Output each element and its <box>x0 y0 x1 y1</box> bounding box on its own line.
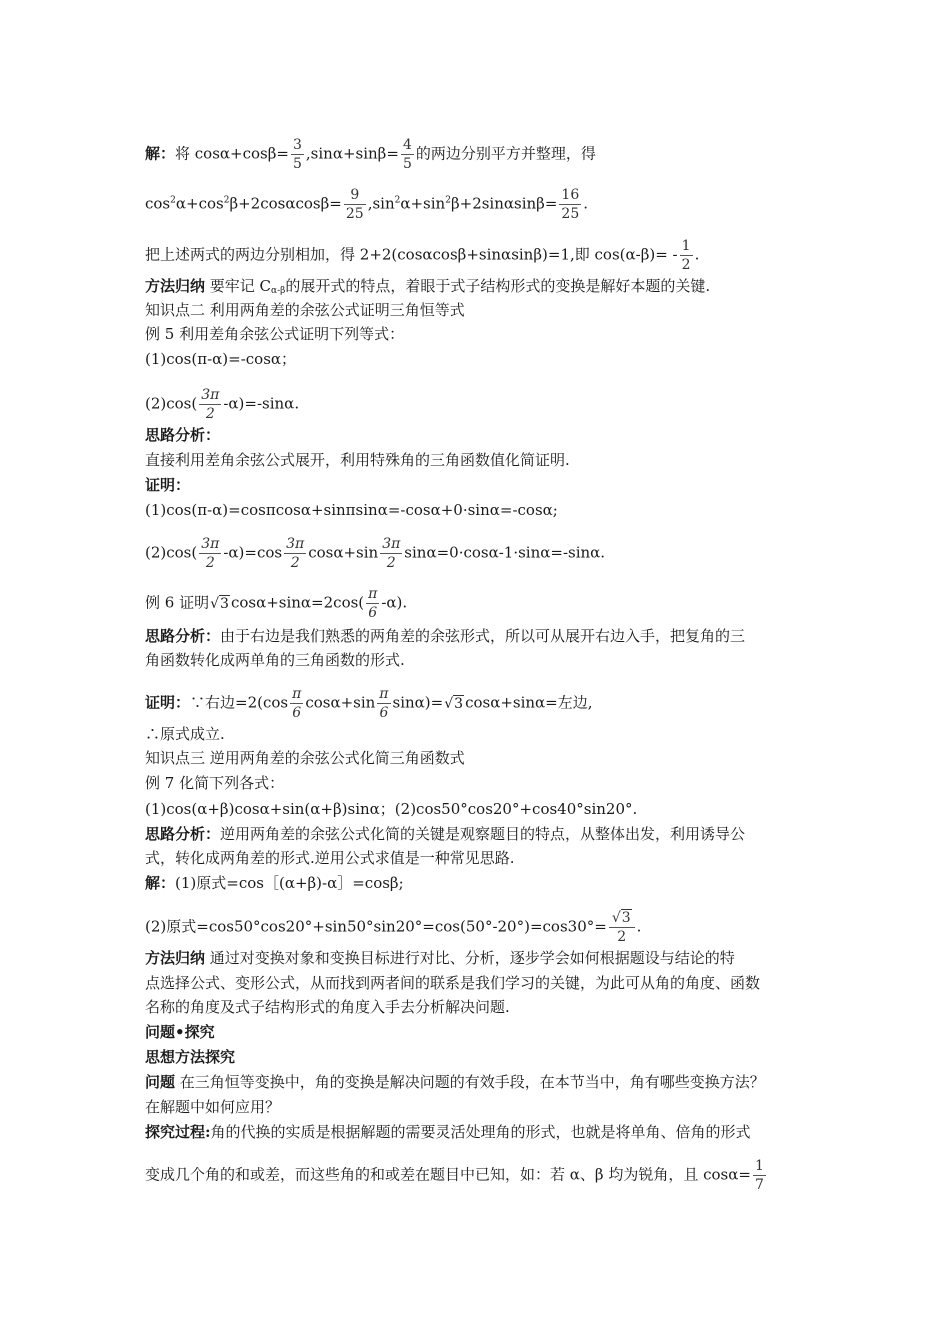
analysis-line-5: 式，转化成两角差的形式.逆用公式求值是一种常见思路. <box>145 849 515 867</box>
example-5-item-1: (1)cos(π-α)=-cosα； <box>145 350 297 368</box>
fraction: $\frac{1}{2}$ <box>681 238 691 273</box>
method-summary-1: 方法归纳 要牢记 $C_{\alpha-\beta}$的展开式的特点，着眼于式子结构形式的变换是解好本题的关键. <box>145 277 711 296</box>
solution-line-5: (2)原式=cos50°cos20°+sin50°sin20°=cos(50°-20°)=cos30°= $\frac{√3}{2}$ . <box>145 910 642 945</box>
knowledge-point-3: 知识点三 逆用两角差的余弦公式化简三角函数式 <box>145 749 465 767</box>
solution-label: 解： <box>145 144 176 163</box>
analysis-text: 直接利用差角余弦公式展开，利用特殊角的三角函数值化简证明. <box>145 451 570 469</box>
example-6: 例 6 证明√3 cosα+sinα=2cos( $\frac{\pi}{6}$ -α). <box>145 586 408 621</box>
fraction: $\frac{9}{25}$ <box>345 187 364 222</box>
fraction: $\frac{16}{25}$ <box>561 187 580 222</box>
conclusion-line: ∴原式成立. <box>145 725 225 743</box>
solution-line-1: 解：将 cosα+cosβ= $\frac{3}{5}$ ,sinα+sinβ= $\frac{4}{5}$ 的两边分别平方并整理，得 <box>145 137 596 172</box>
fraction: $\frac{1}{7}$ <box>754 1158 764 1193</box>
fraction: $\frac{\pi}{6}$ <box>379 686 389 721</box>
method-summary-2: 方法归纳 通过对变换对象和变换目标进行对比、分析，逐步学会如何根据题设与结论的特 <box>145 949 735 967</box>
fraction: $\frac{3\pi}{2}$ <box>286 536 305 571</box>
example-7: 例 7 化简下列各式： <box>145 774 285 792</box>
knowledge-point-2: 知识点二 利用两角差的余弦公式证明三角恒等式 <box>145 301 465 319</box>
analysis-line-4: 思路分析：逆用两角差的余弦公式化简的关键是观察题目的特点，从整体出发，利用诱导公 <box>145 825 746 843</box>
example-5-item-2: (2)cos( $\frac{3\pi}{2}$ -α)=-sinα. <box>145 387 300 422</box>
proof-line-3: 证明：∵右边=2(cos $\frac{\pi}{6}$ cosα+sin $\frac{\pi}{6}$ sinα)=√3 cosα+sinα=左边, <box>145 686 593 721</box>
question-line-1: 问题 在三角恒等变换中，角的变换是解决问题的有效手段，在本节当中，角有哪些变换方法？ <box>145 1073 765 1091</box>
fraction: $\frac{3\pi}{2}$ <box>382 536 401 571</box>
method-summary-2-cont-2: 名称的角度及式子结构形式的角度入手去分析解决问题. <box>145 998 510 1016</box>
fraction: $\frac{√3}{2}$ <box>609 909 635 946</box>
explore-line-1: 探究过程:角的代换的实质是根据解题的需要灵活处理角的形式，也就是将单角、倍角的形式 <box>145 1123 751 1141</box>
section-heading-explore: 问题•探究 <box>145 1023 215 1041</box>
fraction: $\frac{\pi}{6}$ <box>368 586 378 621</box>
analysis-line-3: 角函数转化成两单角的三角函数的形式. <box>145 651 405 669</box>
question-line-2: 在解题中如何应用？ <box>145 1098 281 1116</box>
equation-line-2: $\cos^2\alpha+\cos^2\beta+2\cos\alpha\cos\beta=$ $\frac{9}{25}$ $,\sin^2\alpha+\sin^2\beta+2\sin\alpha\sin\beta=$ $\frac{16}{25}$ . <box>145 187 589 222</box>
proof-line-1: (1)cos(π-α)=cosπcosα+sinπsinα=-cosα+0·sinα=-cosα; <box>145 501 558 519</box>
analysis-line-2: 思路分析：由于右边是我们熟悉的两角差的余弦形式，所以可从展开右边入手，把复角的三 <box>145 627 746 645</box>
fraction: $\frac{4}{5}$ <box>402 137 412 172</box>
fraction: $\frac{3}{5}$ <box>292 137 302 172</box>
section-heading-method: 思想方法探究 <box>145 1048 236 1066</box>
analysis-label: 思路分析： <box>145 426 221 444</box>
sqrt: √3 <box>444 695 464 712</box>
example-7-items: (1)cos(α+β)cosα+sin(α+β)sinα；(2)cos50°cos20°+cos40°sin20°. <box>145 800 638 818</box>
fraction: $\frac{\pi}{6}$ <box>292 686 302 721</box>
method-summary-2-cont-1: 点选择公式、变形公式，从而找到两者间的联系是我们学习的关键，为此可从角的角度、函数 <box>145 974 761 992</box>
example-5: 例 5 利用差角余弦公式证明下列等式： <box>145 325 405 343</box>
sqrt: √3 <box>210 595 229 612</box>
explore-line-2: 变成几个角的和或差，而这些角的和或差在题目中已知，如：若 α、β 均为锐角，且 cosα= $\frac{1}{7}$ <box>145 1158 764 1193</box>
equation-line-3: 把上述两式的两边分别相加，得 2+2(cosαcosβ+sinαsinβ)=1,即 cos(α-β)= - $\frac{1}{2}$ . <box>145 238 700 273</box>
proof-line-2: (2)cos( $\frac{3\pi}{2}$ -α)=cos $\frac{3\pi}{2}$ cosα+sin $\frac{3\pi}{2}$ sinα=0·cosα-1·sinα=-sinα. <box>145 536 606 571</box>
solution-line-4: 解：(1)原式=cos［(α+β)-α］=cosβ; <box>145 874 404 892</box>
proof-label: 证明： <box>145 476 191 494</box>
fraction: $\frac{3\pi}{2}$ <box>201 387 220 422</box>
fraction: $\frac{3\pi}{2}$ <box>201 536 220 571</box>
